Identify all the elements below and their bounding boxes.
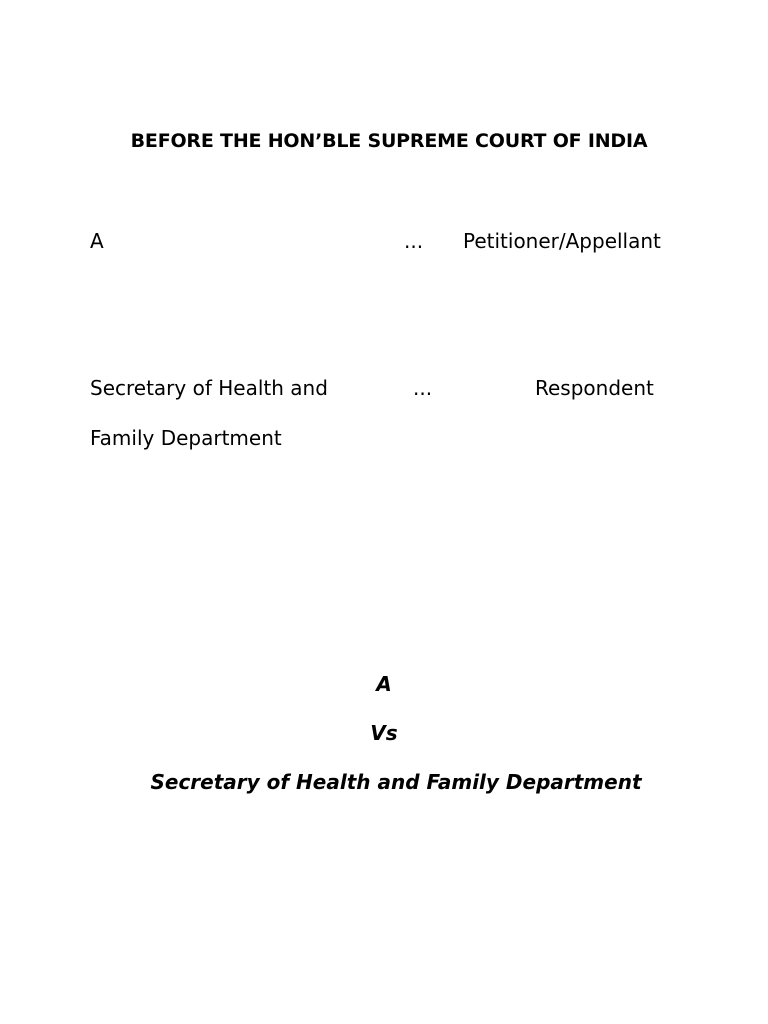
respondent-name-line1: Secretary of Health and [90, 376, 328, 400]
case-versus: Vs [370, 721, 398, 745]
respondent-role: Respondent [535, 376, 654, 400]
petitioner-name: A [90, 229, 104, 253]
court-title: BEFORE THE HON’BLE SUPREME COURT OF INDIA [130, 130, 648, 152]
respondent-name-line2: Family Department [90, 426, 282, 450]
petitioner-separator: ... [404, 229, 424, 253]
case-party-b: Secretary of Health and Family Department [150, 770, 642, 794]
case-party-a: A [376, 672, 392, 696]
respondent-separator: ... [413, 376, 433, 400]
petitioner-role: Petitioner/Appellant [463, 229, 661, 253]
